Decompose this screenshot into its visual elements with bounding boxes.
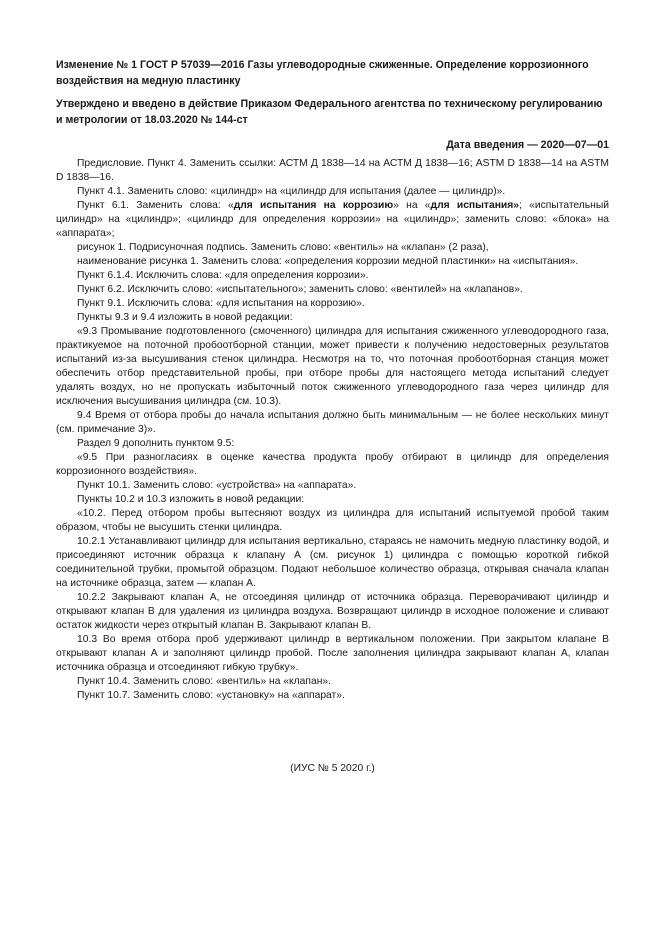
- p6-1-text-a: Пункт 6.1. Заменить слова: «: [77, 200, 234, 211]
- paragraph-figure-caption: рисунок 1. Подрисуночная подпись. Заменить слово: «вентиль» на «клапан» (2 раза),: [77, 242, 489, 253]
- paragraph-10-2-10-3-intro: Пункты 10.2 и 10.3 изложить в новой редакции:: [77, 494, 305, 505]
- paragraph-foreword: Предисловие. Пункт 4. Заменить ссылки: АСТМ Д 1838—14 на АСТМ Д 1838—16; ASTM D 1838—14 на ASTM D 1838—16.: [56, 158, 609, 183]
- paragraph-10-7: Пункт 10.7. Заменить слово: «установку» на «аппарат».: [77, 690, 345, 701]
- p6-1-bold-d: для испытания»: [430, 200, 519, 211]
- p6-1-text-c: » на «: [393, 200, 431, 211]
- p6-1-bold-a: для испытания на коррозию: [233, 200, 394, 211]
- paragraph-9-5-intro: Раздел 9 дополнить пунктом 9.5:: [77, 438, 235, 449]
- paragraph-6-1: [56, 199, 609, 241]
- paragraph-9-4: 9.4 Время от отбора пробы до начала испытания должно быть минимальным — не более нескольких минут (см. примечание 3)».: [56, 410, 609, 435]
- publication-source: (ИУС № 5 2020 г.): [290, 763, 375, 774]
- paragraph-9-3: «9.3 Промывание подготовленного (смоченного) цилиндра для испытания сжиженного углеводородного газа, практикуемое на поточной пробоотборной станции, может привести к получению недостоверных результатов испытаний из-за высушивания стенок цилиндра. Несмотря на то, что поточная пробоотборная станция может обеспечить отбор представительной пробы, при отборе пробы для настоящего метода испытаний следует удалять воздух, но не пропускать избыточный поток сжиженного углеводородного газа через цилиндр для исключения высушивания цилиндра (см. 10.3).: [56, 326, 609, 407]
- approval-statement: Утверждено и введено в действие Приказом Федерального агентства по техническому регулированию и метрологии от 18.03.2020 № 144-ст: [56, 98, 603, 126]
- paragraph-6-2: Пункт 6.2. Исключить слово: «испытательного»; заменить слово: «вентилей» на «клапанов».: [77, 284, 523, 295]
- effective-date: Дата введения — 2020—07—01: [446, 139, 609, 151]
- amendment-body: [56, 157, 609, 703]
- paragraph-10-1: Пункт 10.1. Заменить слово: «устройства» на «аппарата».: [77, 480, 357, 491]
- paragraph-4-1: Пункт 4.1. Заменить слово: «цилиндр» на «цилиндр для испытания (далее — цилиндр)».: [77, 186, 506, 197]
- paragraph-figure-title: наименование рисунка 1. Заменить слова: «определения коррозии медной пластинки» на «испытания».: [77, 256, 579, 267]
- paragraph-10-3: 10.3 Во время отбора проб удерживают цилиндр в вертикальном положении. При закрытом клапане В открывают клапан А и заполняют цилиндр пробой. После заполнения цилиндра закрывают клапан А, клапан источника образца и отсоединяют гибкую трубку».: [56, 634, 609, 673]
- paragraph-10-2-1: 10.2.1 Устанавливают цилиндр для испытания вертикально, стараясь не намочить медную пластинку водой, и присоединяют источник образца к клапану А (см. рисунок 1) цилиндра с помощью короткой гибкой соединительной трубки, промытой образцом. Подают небольшое количество образца, открывая сначала клапан на источнике образца, затем — клапан А.: [56, 536, 609, 589]
- amendment-title: Изменение № 1 ГОСТ Р 57039—2016 Газы углеводородные сжиженные. Определение коррозионного воздействия на медную пластинку: [56, 59, 589, 87]
- paragraph-6-1-4: Пункт 6.1.4. Исключить слова: «для определения коррозии».: [77, 270, 369, 281]
- paragraph-10-4: Пункт 10.4. Заменить слово: «вентиль» на «клапан».: [77, 676, 331, 687]
- paragraph-10-2: «10.2. Перед отбором пробы вытесняют воздух из цилиндра для испытаний испытуемой пробой таким образом, чтобы не высушить стенки цилиндра.: [56, 508, 609, 533]
- paragraph-9-5: «9.5 При разногласиях в оценке качества продукта пробу отбирают в цилиндр для определения коррозионного воздействия».: [56, 452, 609, 477]
- paragraph-9-1: Пункт 9.1. Исключить слова: «для испытания на коррозию».: [77, 298, 365, 309]
- paragraph-10-2-2: 10.2.2 Закрывают клапан А, не отсоединяя цилиндр от источника образца. Переворачивают цилиндр и открывают клапан В для удаления из цилиндра воздуха. Возвращают цилиндр в исходное положение и сливают остаток жидкости через открытый клапан В. Закрывают клапан В.: [56, 592, 609, 631]
- p6-1-text-e: ; «испытательный цилиндр» на «цилиндр»; «цилиндр для определения коррозии» на «цилиндр»; заменить слово: «блока» на «аппарата»;: [56, 200, 610, 239]
- paragraph-9-3-9-4-intro: Пункты 9.3 и 9.4 изложить в новой редакции:: [77, 312, 293, 323]
